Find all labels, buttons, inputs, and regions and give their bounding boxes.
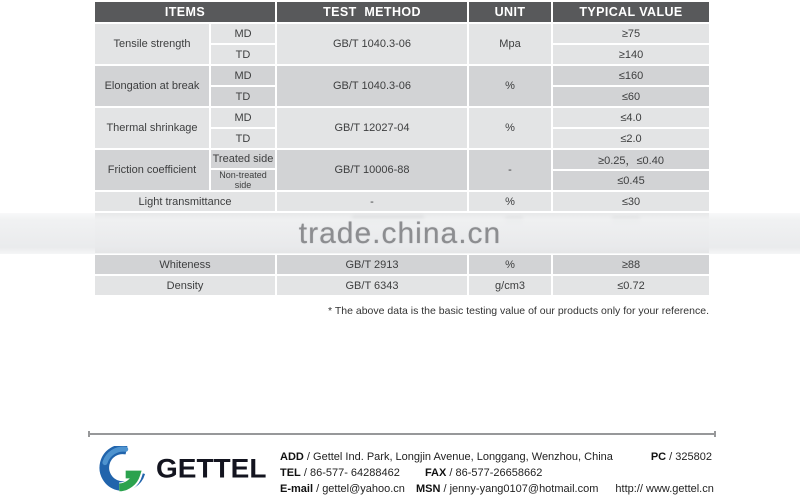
fax-label: FAX — [424, 467, 447, 479]
sub-label: Non-treated side — [211, 170, 275, 190]
test-method: GB/T 2913 — [277, 255, 467, 274]
item-name: Elongation at break — [95, 66, 209, 106]
header-items: ITEMS — [95, 2, 275, 22]
footer-divider — [88, 433, 716, 435]
email-label: E-mail — [280, 483, 314, 495]
test-method: GB/T 6343 — [277, 276, 467, 295]
pc-value: / 325802 — [669, 451, 712, 463]
unit: % — [469, 66, 551, 106]
typical-value: ≤0.45 — [553, 171, 709, 190]
table-row-elongation — [95, 66, 709, 106]
unit: g/cm3 — [469, 276, 551, 295]
unit: % — [469, 108, 551, 148]
sub-label: MD — [211, 108, 275, 127]
typical-value: ≤4.0 — [553, 108, 709, 127]
tel-value: / 86-577- 64288462 — [303, 467, 400, 479]
sub-label: TD — [211, 87, 275, 106]
typical-value: ≥140 — [553, 45, 709, 64]
table-row-light-transmittance — [95, 192, 709, 211]
table-row-whiteness — [95, 255, 709, 274]
typical-value: ≤30 — [553, 192, 709, 211]
test-method: GB/T 12027-04 — [277, 108, 467, 148]
unit: Mpa — [469, 24, 551, 64]
header-test-method: TEST METHOD — [277, 2, 467, 22]
table-row-density — [95, 276, 709, 295]
watermark-text: trade.china.cn — [298, 216, 502, 250]
contact-line-phone — [280, 465, 712, 481]
typical-value: ≥0.25，≤0.40 — [553, 150, 709, 169]
test-method: - — [277, 192, 467, 211]
item-name: Thermal shrinkage — [95, 108, 209, 148]
msn-value: / jenny-yang0107@hotmail.com — [443, 483, 599, 495]
typical-value: ≥75 — [553, 24, 709, 43]
sub-label: Treated side — [211, 150, 275, 168]
table-footnote: * The above data is the basic testing value of our products only for your reference. — [328, 305, 709, 317]
item-name: Friction coefficient — [95, 150, 209, 190]
sub-label: TD — [211, 129, 275, 148]
gettel-swirl-icon — [98, 446, 146, 492]
brand-name: GETTEL — [156, 453, 267, 484]
msn-label: MSN — [415, 483, 441, 495]
watermark-band — [0, 213, 800, 254]
contact-info — [280, 449, 712, 497]
contact-line-email — [280, 481, 712, 497]
sub-label: MD — [211, 24, 275, 43]
unit: % — [469, 192, 551, 211]
table-row-thermal-shrinkage — [95, 108, 709, 148]
item-name: Whiteness — [95, 255, 275, 274]
header-typical-value: TYPICAL VALUE — [553, 2, 709, 22]
table-header-row — [95, 2, 709, 22]
test-method: GB/T 1040.3-06 — [277, 24, 467, 64]
typical-value: ≤2.0 — [553, 129, 709, 148]
sub-label: TD — [211, 45, 275, 64]
item-name: Density — [95, 276, 275, 295]
unit: - — [469, 150, 551, 190]
add-value: / Gettel Ind. Park, Longjin Avenue, Longgang, Wenzhou, China — [306, 451, 613, 463]
header-unit: UNIT — [469, 2, 551, 22]
table-row-tensile-strength — [95, 24, 709, 64]
test-method: GB/T 10006-88 — [277, 150, 467, 190]
email-value: / gettel@yahoo.cn — [316, 483, 405, 495]
item-name: Light transmittance — [95, 192, 275, 211]
item-name: Tensile strength — [95, 24, 209, 64]
tel-label: TEL — [280, 467, 301, 479]
unit: % — [469, 255, 551, 274]
table-row-friction-coefficient — [95, 150, 709, 190]
website-url: http:// www.gettel.cn — [615, 483, 714, 495]
sub-label: MD — [211, 66, 275, 85]
contact-line-address — [280, 449, 712, 465]
pc-label: PC — [650, 451, 667, 463]
typical-value: ≤0.72 — [553, 276, 709, 295]
typical-value: ≥88 — [553, 255, 709, 274]
add-label: ADD — [280, 451, 304, 463]
typical-value: ≤160 — [553, 66, 709, 85]
company-logo — [98, 446, 266, 492]
fax-value: / 86-577-26658662 — [449, 467, 543, 479]
test-method: GB/T 1040.3-06 — [277, 66, 467, 106]
typical-value: ≤60 — [553, 87, 709, 106]
